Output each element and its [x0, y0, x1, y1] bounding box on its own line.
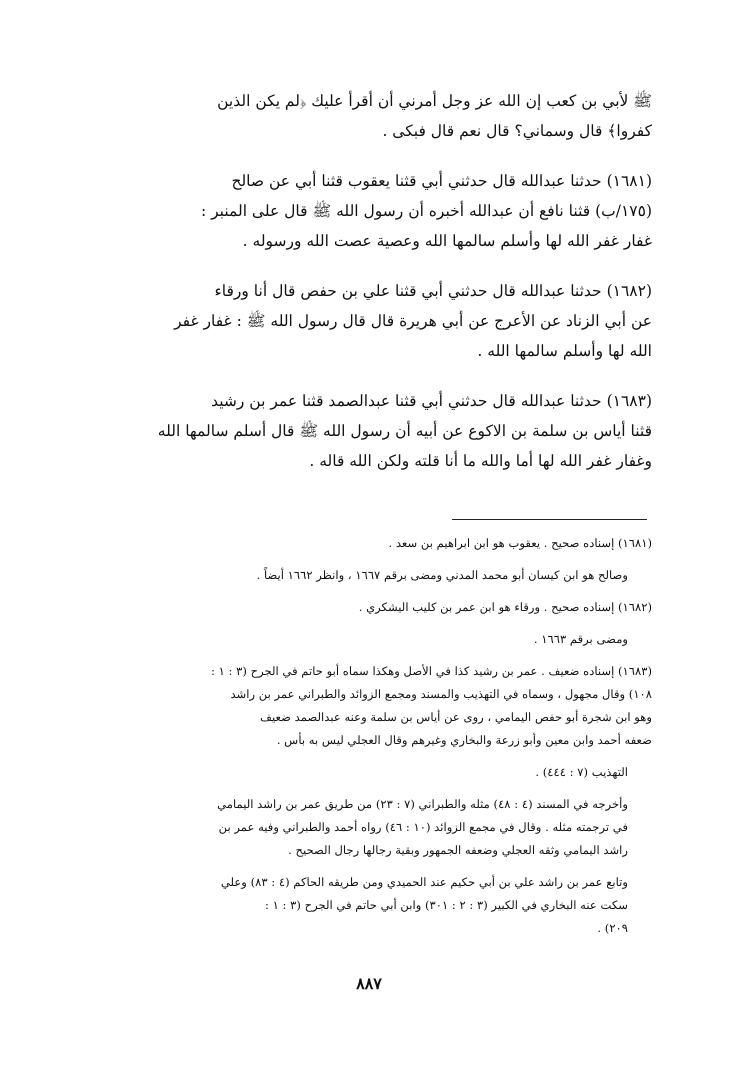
text-line: عن أبي الزناد عن الأعرج عن أبي هريرة قال قال رسول الله ﷺ : غفار غفر	[174, 312, 652, 330]
footnote-line: وأخرجه في المسند (٤ : ٤٨) مثله والطبراني (٧ : ٢٣) من طريق عمر بن راشد اليمامي	[217, 797, 628, 811]
footnote-continuation	[62, 871, 652, 940]
text-line: ﷺ لأبي بن كعب إن الله عز وجل أمرني أن أقرأ عليك ﴿لم يكن الذين	[217, 92, 652, 110]
footnote-continuation	[62, 793, 652, 862]
text-line: وغفار غفر الله لها أما والله ما أنا قلته ولكن الله قاله .	[309, 452, 652, 470]
footnote-line: ضعفه أحمد وابن معين وأبو زرعة والبخاري وغيرهم وقال العجلي ليس به بأس .	[276, 733, 652, 747]
text-line: (١٦٨١) حدثنا عبدالله قال حدثني أبي قثنا يعقوب قثنا أبي عن صالح	[231, 172, 652, 190]
text-line: كفروا﴾ قال وسماني؟ قال نعم قال فبكى .	[382, 122, 652, 140]
hadith-1683	[62, 386, 652, 476]
footnote-line: (١٦٨٣) إسناده ضعيف . عمر بن رشيد كذا في الأصل وهكذا سماه أبو حاتم في الجرح (٣ : ١ :	[211, 664, 652, 678]
footnote-line: ١٠٨) وقال مجهول ، وسماه في التهذيب والمسند ومجمع الزوائد والطبراني عمر بن راشد	[230, 687, 652, 701]
footnote-line: وصالح هو ابن كيسان أبو محمد المدني ومضى برقم ١٦٦٧ ، وانظر ١٦٦٢ أيضاً .	[256, 568, 628, 582]
main-text	[62, 86, 652, 476]
text-line: (١٧٥/ب) قثنا نافع أن عبدالله أخبره أن رسول الله ﷺ قال على المنبر :	[200, 202, 652, 220]
footnote-line: التهذيب (٧ : ٤٤٤) .	[535, 765, 628, 779]
text-line: (١٦٨٣) حدثنا عبدالله قال حدثني أبي قثنا عبدالصمد قثنا عمر بن رشيد	[211, 392, 652, 410]
hadith-1681	[62, 166, 652, 256]
page-number: ٨٨٧	[356, 974, 382, 993]
text-line: غفار غفر الله لها وأسلم سالمها الله وعصية عصت الله ورسوله .	[242, 232, 652, 250]
text-line: الله لها وأسلم سالمها الله .	[477, 342, 652, 360]
footnote-1681	[62, 532, 652, 555]
text-line: قثنا أياس بن سلمة بن الاكوع عن أبيه أن رسول الله ﷺ قال أسلم سالمها الله	[157, 422, 652, 440]
footnote-line: وهو ابن شجرة أبو حفص اليمامي ، روى عن أياس بن سلمة وعنه عبدالصمد ضعيف	[260, 710, 652, 724]
footnote-continuation	[62, 564, 652, 587]
footnote-line: (١٦٨١) إسناده صحيح . يعقوب هو ابن ابراهيم بن سعد .	[388, 536, 652, 550]
footnote-line: (١٦٨٢) إسناده صحيح . ورقاء هو ابن عمر بن كليب اليشكري .	[358, 600, 652, 614]
footnotes	[62, 532, 652, 940]
footnote-line: في ترجمته مثله . وقال في مجمع الزوائد (١٠ : ٤٦) رواه أحمد والطبراني وفيه عمر بن	[218, 820, 628, 834]
paragraph	[62, 86, 652, 146]
footnote-line: راشد اليمامي وثقه العجلي وضعفه الجمهور وبقية رجالها رجال الصحيح .	[288, 843, 628, 857]
footnote-line: وتابع عمر بن راشد علي بن أبي حكيم عند الحميدي ومن طريقه الحاكم (٤ : ٨٣) وعلي	[220, 875, 628, 889]
footnote-line: ٢٠٩) .	[597, 921, 628, 935]
hadith-1682	[62, 276, 652, 366]
footnote-continuation	[62, 628, 652, 651]
text-line: (١٦٨٢) حدثنا عبدالله قال حدثني أبي قثنا علي بن حفص قال أنا ورقاء	[214, 282, 652, 300]
footnote-line: ومضى برقم ١٦٦٣ .	[533, 632, 628, 646]
footnote-line: سكت عنه البخاري في الكبير (٣ : ٢ : ٣٠١) وابن أبي حاتم في الجرح (٣ : ١ :	[265, 898, 628, 912]
footnote-separator	[452, 519, 647, 520]
footnote-continuation	[62, 761, 652, 784]
footnote-1683	[62, 660, 652, 752]
footnote-1682	[62, 596, 652, 619]
